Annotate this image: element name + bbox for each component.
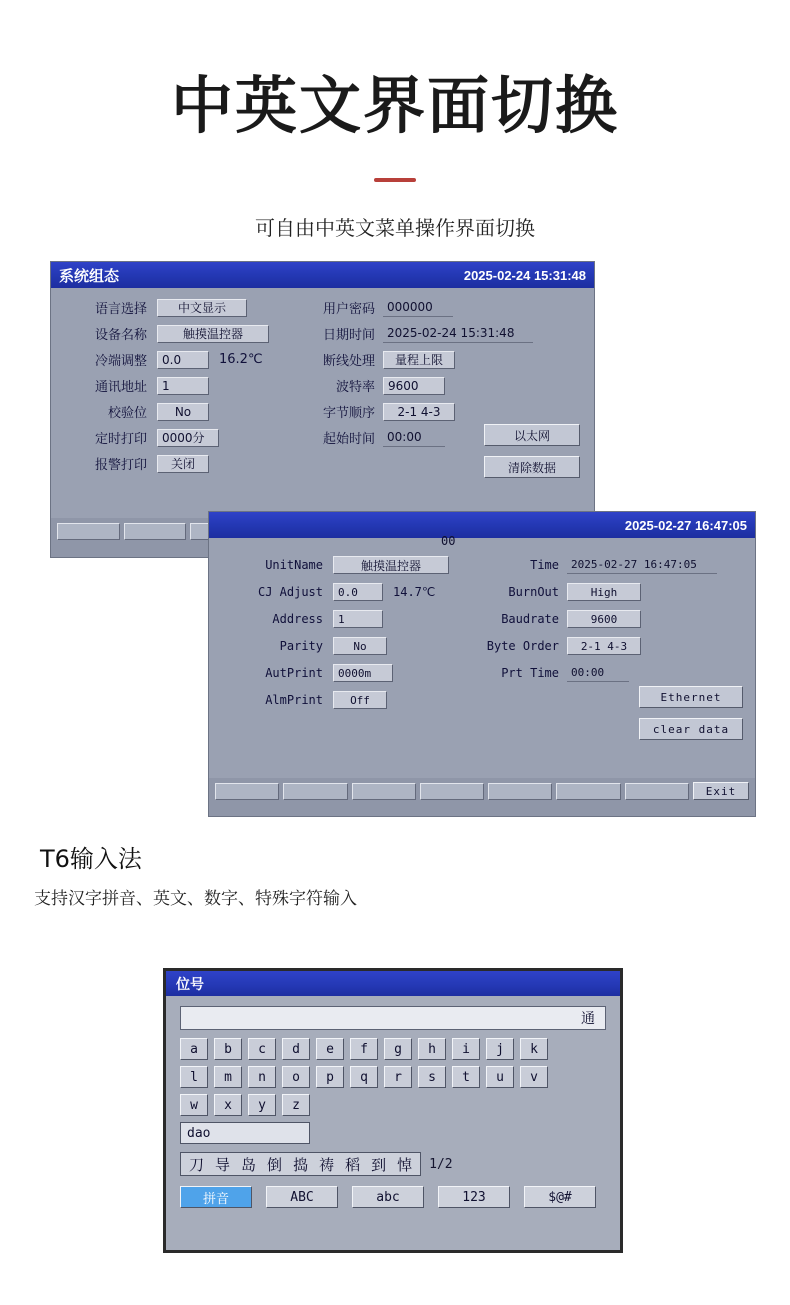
key-h[interactable]: h xyxy=(418,1038,446,1060)
key-k[interactable]: k xyxy=(520,1038,548,1060)
key-n[interactable]: n xyxy=(248,1066,276,1088)
en-value-cjadjust[interactable]: 0.0 xyxy=(333,583,383,601)
key-f[interactable]: f xyxy=(350,1038,378,1060)
candidate-item[interactable]: 导 xyxy=(215,1155,231,1174)
page-title: 中英文界面切换 xyxy=(170,69,619,142)
en-label-baudrate: Baudrate xyxy=(501,612,559,627)
candidate-page-indicator: 1/2 xyxy=(429,1156,453,1172)
en-row-almprint xyxy=(233,691,473,709)
en-value-almprint[interactable]: Off xyxy=(333,691,387,709)
en-value-prttime[interactable]: 00:00 xyxy=(567,664,629,682)
cn-value-burnout[interactable]: 量程上限 xyxy=(383,351,455,369)
key-j[interactable]: j xyxy=(486,1038,514,1060)
cn-label-devicename: 设备名称 xyxy=(94,328,147,344)
en-value-unitname[interactable]: 触摸温控器 xyxy=(333,556,449,574)
mode-pinyin[interactable]: 拼音 xyxy=(180,1186,252,1208)
cn-label-datetime: 日期时间 xyxy=(322,328,375,344)
cn-foot-button[interactable] xyxy=(57,523,120,540)
en-row-address xyxy=(233,610,473,628)
en-partial-value: 00 xyxy=(441,534,456,549)
candidate-bar xyxy=(180,1152,606,1176)
en-value-burnout[interactable]: High xyxy=(567,583,641,601)
cn-row-datetime xyxy=(313,324,563,343)
en-titlebar xyxy=(209,512,755,538)
cn-foot-button[interactable] xyxy=(124,523,187,540)
cn-row-parity xyxy=(75,402,305,421)
keyboard-keys xyxy=(180,1038,606,1116)
en-row-unitname xyxy=(233,556,473,574)
mode-abc-lower[interactable]: abc xyxy=(352,1186,424,1208)
en-row-time xyxy=(475,556,735,574)
cn-window-title: 系统组态 xyxy=(59,267,120,285)
en-foot-button[interactable] xyxy=(625,783,689,800)
cn-label-byteorder: 字节顺序 xyxy=(322,406,375,422)
candidate-item[interactable]: 到 xyxy=(371,1155,387,1174)
en-footer-bar xyxy=(209,778,755,804)
en-value-baudrate[interactable]: 9600 xyxy=(567,610,641,628)
cn-value-datetime[interactable]: 2025-02-24 15:31:48 xyxy=(383,325,533,343)
candidate-item[interactable]: 祷 xyxy=(319,1155,335,1174)
cn-value-almprint[interactable]: 关闭 xyxy=(157,455,209,473)
en-value-cjtemp: 14.7℃ xyxy=(393,585,436,600)
en-label-byteorder: Byte Order xyxy=(486,639,559,654)
cn-row-autprint xyxy=(75,428,305,447)
en-value-autprint[interactable]: 0000m xyxy=(333,664,393,682)
input-mode-bar xyxy=(180,1186,606,1208)
en-label-cjadjust: CJ Adjust xyxy=(257,585,323,600)
en-row-prttime xyxy=(475,664,735,682)
en-foot-button[interactable] xyxy=(352,783,416,800)
keyboard-row-2 xyxy=(180,1066,606,1088)
key-g[interactable]: g xyxy=(384,1038,412,1060)
en-datetime: 2025-02-27 16:47:05 xyxy=(624,517,747,533)
mode-abc-upper[interactable]: ABC xyxy=(266,1186,338,1208)
key-x[interactable]: x xyxy=(214,1094,242,1116)
mode-numeric[interactable]: 123 xyxy=(438,1186,510,1208)
cn-value-password[interactable]: 000000 xyxy=(383,299,453,317)
key-s[interactable]: s xyxy=(418,1066,446,1088)
en-foot-button[interactable] xyxy=(420,783,484,800)
cn-row-almprint xyxy=(75,454,305,473)
cn-value-cjtemp: 16.2℃ xyxy=(219,352,263,368)
candidate-item[interactable]: 岛 xyxy=(241,1155,257,1174)
candidate-item[interactable]: 捣 xyxy=(293,1155,309,1174)
key-z[interactable]: z xyxy=(282,1094,310,1116)
cn-label-prttime: 起始时间 xyxy=(322,432,375,448)
key-p[interactable]: p xyxy=(316,1066,344,1088)
cn-row-language xyxy=(75,298,305,317)
cn-value-language[interactable]: 中文显示 xyxy=(157,299,247,317)
en-label-autprint: AutPrint xyxy=(265,666,323,681)
key-e[interactable]: e xyxy=(316,1038,344,1060)
en-row-byteorder xyxy=(475,637,735,655)
key-l[interactable]: l xyxy=(180,1066,208,1088)
en-row-parity xyxy=(233,637,473,655)
keyboard-body xyxy=(166,996,620,1218)
candidate-item[interactable]: 稻 xyxy=(345,1155,361,1174)
en-config-panel xyxy=(209,534,755,778)
cn-label-parity: 校验位 xyxy=(107,406,147,422)
t6-section-title: T6输入法 xyxy=(40,845,142,874)
key-t[interactable]: t xyxy=(452,1066,480,1088)
en-label-almprint: AlmPrint xyxy=(265,693,323,708)
cn-row-cjadjust xyxy=(75,350,305,369)
key-y[interactable]: y xyxy=(248,1094,276,1116)
en-label-prttime: Prt Time xyxy=(501,666,559,681)
page-subtitle: 可自由中英文菜单操作界面切换 xyxy=(255,216,535,241)
cn-row-address xyxy=(75,376,305,395)
cn-row-byteorder xyxy=(313,402,563,421)
candidate-list xyxy=(180,1152,421,1176)
cn-label-burnout: 断线处理 xyxy=(322,354,375,370)
key-q[interactable]: q xyxy=(350,1066,378,1088)
key-r[interactable]: r xyxy=(384,1066,412,1088)
cn-datetime: 2025-02-24 15:31:48 xyxy=(463,267,586,283)
pinyin-input-field[interactable]: dao xyxy=(180,1122,310,1144)
key-w[interactable]: w xyxy=(180,1094,208,1116)
cn-value-byteorder[interactable]: 2-1 4-3 xyxy=(383,403,455,421)
cn-label-address: 通讯地址 xyxy=(94,380,147,396)
en-label-burnout: BurnOut xyxy=(508,585,559,600)
en-label-time: Time xyxy=(530,558,559,573)
candidate-item[interactable]: 倒 xyxy=(267,1155,283,1174)
cn-config-panel xyxy=(51,288,594,518)
key-i[interactable]: i xyxy=(452,1038,480,1060)
cn-value-address[interactable]: 1 xyxy=(157,377,209,395)
cn-value-parity[interactable]: No xyxy=(157,403,209,421)
cn-row-devicename xyxy=(75,324,305,343)
cn-label-autprint: 定时打印 xyxy=(94,432,147,448)
key-c[interactable]: c xyxy=(248,1038,276,1060)
cn-label-cjadjust: 冷端调整 xyxy=(94,354,147,370)
cn-value-autprint[interactable]: 0000分 xyxy=(157,429,219,447)
en-foot-button[interactable] xyxy=(215,783,279,800)
key-v[interactable]: v xyxy=(520,1066,548,1088)
en-value-parity[interactable]: No xyxy=(333,637,387,655)
cn-value-devicename[interactable]: 触摸温控器 xyxy=(157,325,269,343)
keyboard-window xyxy=(163,968,623,1253)
en-ethernet-button[interactable]: Ethernet xyxy=(639,686,743,708)
cn-value-baudrate[interactable]: 9600 xyxy=(383,377,445,395)
en-foot-button[interactable] xyxy=(283,783,347,800)
en-row-cjadjust xyxy=(233,583,473,601)
en-foot-button[interactable] xyxy=(556,783,620,800)
en-value-time[interactable]: 2025-02-27 16:47:05 xyxy=(567,556,717,574)
cn-titlebar xyxy=(51,262,594,288)
mode-symbols[interactable]: $@# xyxy=(524,1186,596,1208)
candidate-item[interactable]: 悼 xyxy=(397,1155,413,1174)
cn-value-prttime[interactable]: 00:00 xyxy=(383,429,445,447)
cn-label-password: 用户密码 xyxy=(322,302,375,318)
cn-label-language: 语言选择 xyxy=(94,302,147,318)
keyboard-row-3 xyxy=(180,1094,606,1116)
en-value-byteorder[interactable]: 2-1 4-3 xyxy=(567,637,641,655)
key-u[interactable]: u xyxy=(486,1066,514,1088)
en-clear-data-button[interactable]: clear data xyxy=(639,718,743,740)
cn-ethernet-button[interactable]: 以太网 xyxy=(484,424,580,446)
device-screens-group xyxy=(0,261,790,821)
candidate-item[interactable]: 刀 xyxy=(189,1155,205,1174)
cn-label-baudrate: 波特率 xyxy=(335,380,375,396)
keyboard-window-title: 位号 xyxy=(166,971,620,996)
keyboard-row-1 xyxy=(180,1038,606,1060)
en-label-parity: Parity xyxy=(279,639,323,654)
cn-row-password xyxy=(313,298,563,317)
key-m[interactable]: m xyxy=(214,1066,242,1088)
en-row-baudrate xyxy=(475,610,735,628)
cn-label-almprint: 报警打印 xyxy=(94,458,147,474)
key-d[interactable]: d xyxy=(282,1038,310,1060)
en-value-address[interactable]: 1 xyxy=(333,610,383,628)
en-foot-button[interactable] xyxy=(488,783,552,800)
keyboard-display-field[interactable]: 通 xyxy=(180,1006,606,1030)
en-label-unitname: UnitName xyxy=(265,558,323,573)
en-exit-button[interactable]: Exit xyxy=(693,782,749,800)
device-screen-english xyxy=(208,511,756,817)
cn-value-cjadjust[interactable]: 0.0 xyxy=(157,351,209,369)
title-divider xyxy=(374,178,416,182)
cn-clear-data-button[interactable]: 清除数据 xyxy=(484,456,580,478)
cn-row-burnout xyxy=(313,350,563,369)
t6-section-subtitle: 支持汉字拼音、英文、数字、特殊字符输入 xyxy=(34,889,357,910)
en-row-burnout xyxy=(475,583,735,601)
en-row-autprint xyxy=(233,664,473,682)
key-a[interactable]: a xyxy=(180,1038,208,1060)
cn-row-baudrate xyxy=(313,376,563,395)
key-b[interactable]: b xyxy=(214,1038,242,1060)
key-o[interactable]: o xyxy=(282,1066,310,1088)
en-label-address: Address xyxy=(272,612,323,627)
